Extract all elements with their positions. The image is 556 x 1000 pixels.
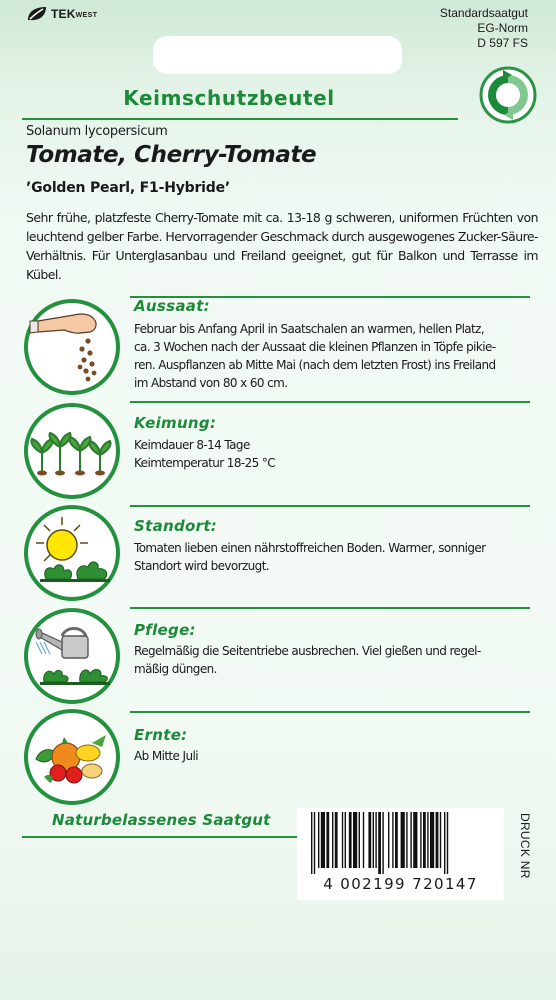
- section-text-pflege: [134, 642, 524, 678]
- barcode-bar: [388, 812, 389, 868]
- section-title-standort: Standort:: [134, 517, 218, 535]
- text-line: mäßig düngen.: [134, 662, 217, 676]
- sowing-hand-icon: [22, 297, 122, 397]
- divider: [130, 607, 530, 609]
- blank-label-field: [153, 36, 402, 74]
- barcode-bar: [375, 812, 376, 868]
- divider: [130, 711, 530, 713]
- barcode-bar: [427, 812, 428, 868]
- sun-plants-icon: [22, 503, 122, 603]
- barcode: [311, 812, 491, 874]
- product-description: Sehr frühe, platzfeste Cherry-Tomate mit ca. 13-18 g schweren, uniformen Früchten von leuchtend gelber Farbe. Hervorragender Geschmack durch ausgewogenes Zucker-Säure-Verhältnis. Für Unterglasanbau und Freiland geeignet, gut für Balkon und Terrasse im Kübel.: [26, 210, 538, 282]
- barcode-bar: [373, 812, 374, 868]
- section-text-standort: [134, 539, 524, 575]
- text-line: Keimdauer 8-14 Tage: [134, 438, 250, 452]
- section-title-ernte: Ernte:: [134, 726, 188, 744]
- barcode-bar: [430, 812, 434, 868]
- section-text-keimung: [134, 436, 524, 472]
- barcode-bar: [413, 812, 417, 868]
- barcode-bar: [318, 812, 319, 868]
- section-title-keimung: Keimung:: [134, 414, 217, 432]
- barcode-bar: [326, 812, 329, 868]
- standard-line: Standardsaatgut: [439, 6, 528, 20]
- latin-name: Solanum lycopersicum: [26, 124, 168, 139]
- print-number-label: DRUCK NR: [518, 813, 532, 879]
- barcode-bar: [410, 812, 411, 868]
- divider: [130, 505, 530, 507]
- code-line: D 597 FS: [477, 36, 528, 50]
- text-line: Regelmäßig die Seitentriebe ausbrechen. Viel gießen und regel-: [134, 644, 481, 658]
- section-title-aussaat: Aussaat:: [134, 297, 210, 315]
- barcode-bar: [447, 812, 448, 874]
- barcode-bar: [321, 812, 325, 868]
- text-line: im Abstand von 80 x 60 cm.: [134, 376, 288, 390]
- barcode-bar: [378, 812, 381, 874]
- product-name: Tomate, Cherry-Tomate: [26, 142, 317, 168]
- slogan: Naturbelassenes Saatgut: [52, 811, 271, 829]
- text-line: ren. Auspflanzen ab Mitte Mai (nach dem letzten Frost) ins Freiland: [134, 358, 496, 372]
- barcode-bar: [382, 812, 383, 874]
- barcode-bar: [314, 812, 315, 874]
- barcode-bar: [311, 812, 312, 874]
- divider: [22, 118, 458, 120]
- package-type-wrap: [0, 86, 458, 110]
- text-line: ca. 3 Wochen nach der Aussaat die kleinen Pflanzen in Töpfe pikie-: [134, 340, 496, 354]
- variety-name: ’Golden Pearl, F1-Hybride’: [26, 180, 231, 196]
- barcode-bar: [420, 812, 421, 868]
- barcode-bar: [345, 812, 346, 868]
- package-type-title: Keimschutzbeutel: [123, 86, 335, 110]
- barcode-bar: [335, 812, 338, 868]
- text-line: Tomaten lieben einen nährstoffreichen Boden. Warmer, sonniger: [134, 541, 486, 555]
- brand-name: TEKWEST: [51, 7, 98, 21]
- barcode-bar: [353, 812, 357, 868]
- watering-can-icon: [22, 606, 122, 706]
- barcode-bar: [440, 812, 441, 868]
- barcode-bar: [359, 812, 360, 868]
- barcode-bar: [444, 812, 445, 874]
- barcode-bar: [349, 812, 352, 868]
- norm-line: EG-Norm: [477, 21, 528, 35]
- barcode-bar: [436, 812, 439, 868]
- barcode-bar: [363, 812, 364, 868]
- barcode-bar: [401, 812, 405, 868]
- ean-number: 4 002199 720147: [323, 875, 478, 893]
- barcode-bar: [332, 812, 333, 868]
- barcode-bar: [423, 812, 426, 868]
- divider: [130, 401, 530, 403]
- barcode-bar: [368, 812, 371, 868]
- text-line: Ab Mitte Juli: [134, 749, 198, 763]
- brand-logo: [26, 6, 97, 22]
- leaf-logo-icon: [26, 6, 48, 22]
- divider: [22, 836, 297, 838]
- barcode-bar: [406, 812, 407, 868]
- section-text-ernte: [134, 747, 524, 765]
- barcode-bar: [342, 812, 343, 868]
- text-line: Keimtemperatur 18-25 °C: [134, 456, 276, 470]
- section-text-aussaat: [134, 320, 524, 392]
- standard-info: [440, 6, 528, 51]
- harvest-vegetables-icon: [22, 707, 122, 807]
- seedlings-icon: [22, 401, 122, 501]
- barcode-bar: [395, 812, 398, 868]
- text-line: Februar bis Anfang April in Saatschalen an warmen, hellen Platz,: [134, 322, 485, 336]
- text-line: Standort wird bevorzugt.: [134, 559, 270, 573]
- barcode-bar: [392, 812, 393, 868]
- section-title-pflege: Pflege:: [134, 621, 196, 639]
- green-dot-recycling-icon: [479, 66, 537, 124]
- barcode-area: [297, 808, 504, 900]
